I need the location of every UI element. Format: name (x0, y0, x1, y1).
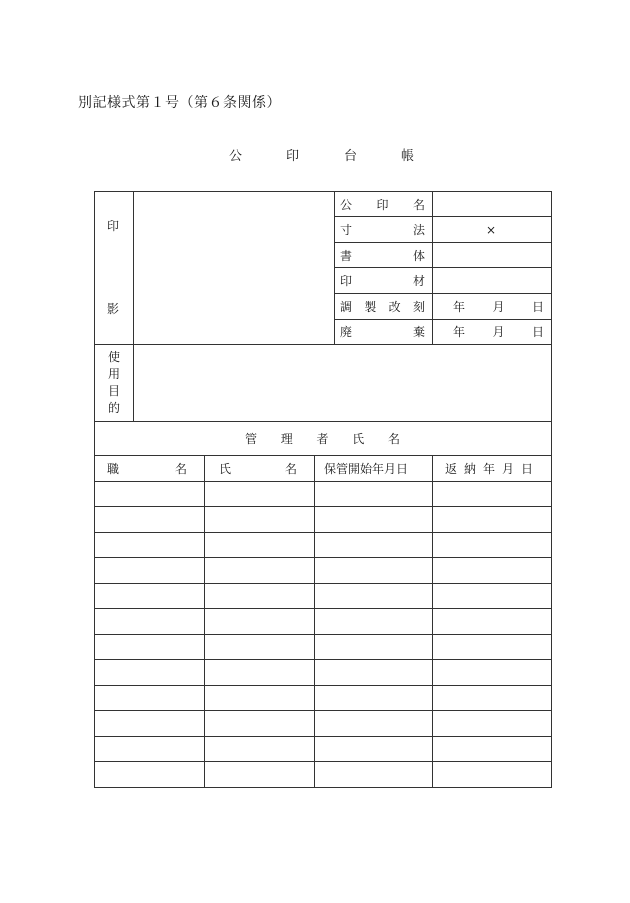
column-header-return-date: 返 納 年 月 日 (445, 462, 533, 476)
seal-name-label: 公 印 名 (340, 198, 425, 212)
purpose-label: 使 用 目 的 (107, 350, 120, 415)
title-char-3: 台 (344, 149, 358, 164)
typeface-label: 書 体 (340, 249, 425, 263)
made-revised-label: 調 製 改 刻 (340, 300, 425, 314)
seal-impression-label-bottom: 影 (107, 302, 120, 316)
column-header-start-date: 保管開始年月日 (324, 462, 409, 476)
dimension-label: 寸 法 (340, 223, 425, 237)
title-char-2: 印 (286, 149, 300, 164)
dimension-value: × (486, 223, 497, 237)
seal-impression-label-top: 印 (107, 219, 120, 233)
form-header: 別記様式第１号（第６条関係） (78, 95, 281, 111)
manager-heading: 管 理 者 氏 名 (245, 432, 400, 446)
title-char-1: 公 (229, 149, 243, 164)
material-label: 印 材 (340, 274, 425, 288)
column-header-name: 氏 名 (219, 462, 297, 476)
made-revised-date: 年 月 日 (453, 300, 544, 314)
disposal-date: 年 月 日 (453, 325, 544, 339)
disposal-label: 廃 棄 (340, 325, 425, 339)
title-char-4: 帳 (401, 149, 415, 164)
column-header-position: 職 名 (107, 462, 187, 476)
